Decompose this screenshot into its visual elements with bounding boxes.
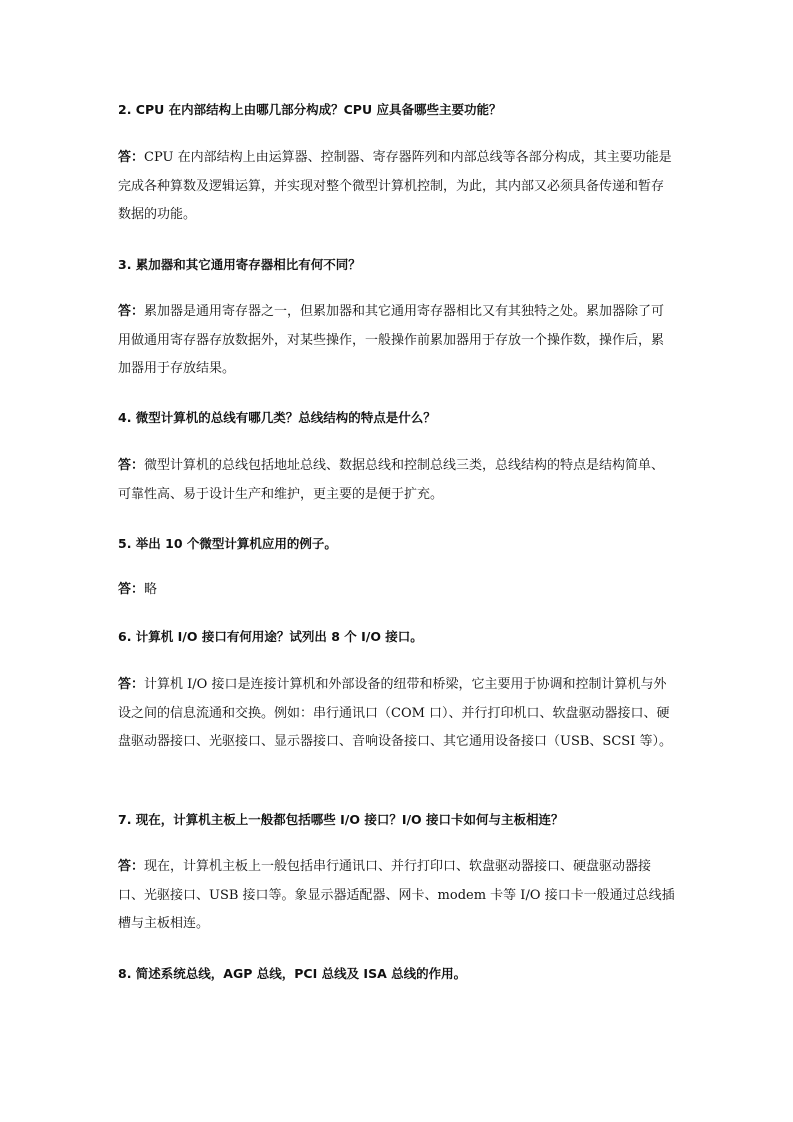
answer-label: 答： <box>118 304 145 319</box>
question-2: 2. CPU 在内部结构上由哪几部分构成？CPU 应具备哪些主要功能？ <box>118 102 502 117</box>
answer-7-text: 现在，计算机主板上一般包括串行通讯口、并行打印口、软盘驱动器接口、硬盘驱动器接口、光驱接口、USB 接口等。象显示器适配器、网卡、modem 卡等 I/O 接口卡一般通过总线插槽与主板相连。 <box>118 859 675 931</box>
answer-7 <box>118 853 675 939</box>
question-8: 8. 简述系统总线，AGP 总线，PCI 总线及 ISA 总线的作用。 <box>118 966 467 981</box>
question-4: 4. 微型计算机的总线有哪几类？总线结构的特点是什么？ <box>118 410 436 425</box>
answer-3 <box>118 298 675 384</box>
answer-2 <box>118 144 675 230</box>
answer-6 <box>118 671 675 757</box>
answer-label: 答： <box>118 150 145 165</box>
question-5: 5. 举出 10 个微型计算机应用的例子。 <box>118 536 337 551</box>
answer-label: 答： <box>118 582 145 597</box>
question-6: 6. 计算机 I/O 接口有何用途？试列出 8 个 I/O 接口。 <box>118 629 423 644</box>
question-3: 3. 累加器和其它通用寄存器相比有何不同？ <box>118 257 361 272</box>
question-7: 7. 现在，计算机主板上一般都包括哪些 I/O 接口？I/O 接口卡如何与主板相连？ <box>118 812 564 827</box>
answer-3-text: 累加器是通用寄存器之一，但累加器和其它通用寄存器相比又有其独特之处。累加器除了可用做通用寄存器存放数据外，对某些操作，一般操作前累加器用于存放一个操作数，操作后，累加器用于存放结果。 <box>118 304 665 376</box>
answer-5 <box>118 576 675 605</box>
answer-6-text: 计算机 I/O 接口是连接计算机和外部设备的纽带和桥梁，它主要用于协调和控制计算机与外设之间的信息流通和交换。例如：串行通讯口（COM 口）、并行打印机口、软盘驱动器接口、硬盘驱动器接口、光驱接口、显示器接口、音响设备接口、其它通用设备接口（USB、SCSI 等）。 <box>118 677 672 749</box>
answer-5-text: 略 <box>144 582 158 597</box>
answer-label: 答： <box>118 859 145 874</box>
answer-4-text: 微型计算机的总线包括地址总线、数据总线和控制总线三类，总线结构的特点是结构简单、可靠性高、易于设计生产和维护，更主要的是便于扩充。 <box>118 458 665 502</box>
answer-2-text: CPU 在内部结构上由运算器、控制器、寄存器阵列和内部总线等各部分构成，其主要功能是完成各种算数及逻辑运算，并实现对整个微型计算机控制，为此，其内部又必须具备传递和暂存数据的功能。 <box>118 150 672 222</box>
answer-4 <box>118 452 675 509</box>
answer-label: 答： <box>118 677 145 692</box>
answer-label: 答： <box>118 458 145 473</box>
